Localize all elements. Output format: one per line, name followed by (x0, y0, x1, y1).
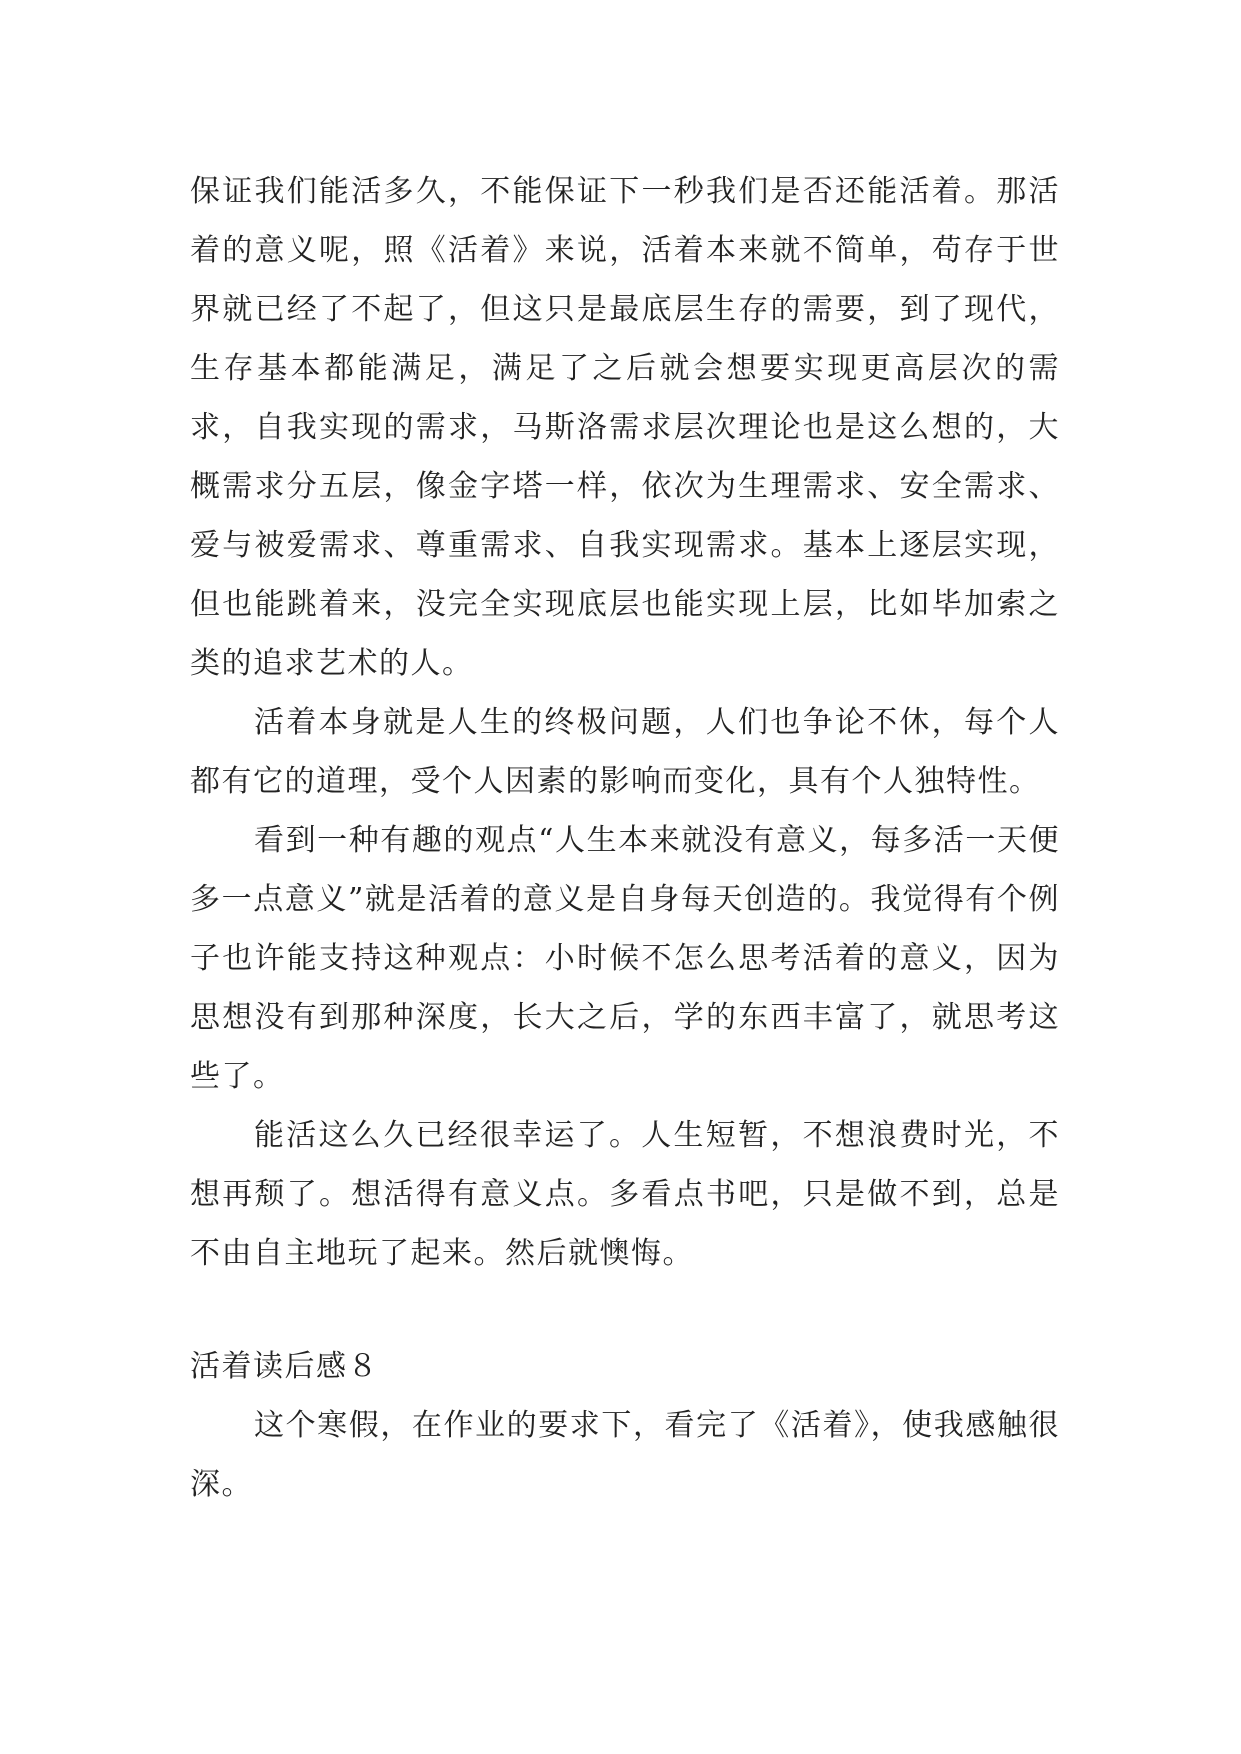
paragraph-2: 活着本身就是人生的终极问题，人们也争论不休，每个人都有它的道理，受个人因素的影响而变化，具有个人独特性。 (190, 705, 1060, 799)
paragraph-1: 保证我们能活多久，不能保证下一秒我们是否还能活着。那活着的意义呢，照《活着》来说，活着本来就不简单，苟存于世界就已经了不起了，但这只是最底层生存的需要，到了现代，生存基本都能满足，满足了之后就会想要实现更高层次的需求，自我实现的需求，马斯洛需求层次理论也是这么想的，大概需求分五层，像金字塔一样，依次为生理需求、安全需求、爱与被爱需求、尊重需求、自我实现需求。基本上逐层实现，但也能跳着来，没完全实现底层也能实现上层，比如毕加索之类的追求艺术的人。 (190, 174, 1060, 681)
paragraph-5: 这个寒假，在作业的要求下，看完了《活着》，使我感触很深。 (190, 1408, 1060, 1502)
document-body (190, 162, 1060, 1514)
paragraph-4: 能活这么久已经很幸运了。人生短暂，不想浪费时光，不想再颓了。想活得有意义点。多看点书吧，只是做不到，总是不由自主地玩了起来。然后就懊悔。 (190, 1118, 1060, 1271)
paragraph-3: 看到一种有趣的观点“人生本来就没有意义，每多活一天便多一点意义”就是活着的意义是自身每天创造的。我觉得有个例子也许能支持这种观点：小时候不怎么思考活着的意义，因为思想没有到那种深度，长大之后，学的东西丰富了，就思考这些了。 (190, 823, 1060, 1094)
section-heading: 活着读后感８ (190, 1349, 379, 1384)
